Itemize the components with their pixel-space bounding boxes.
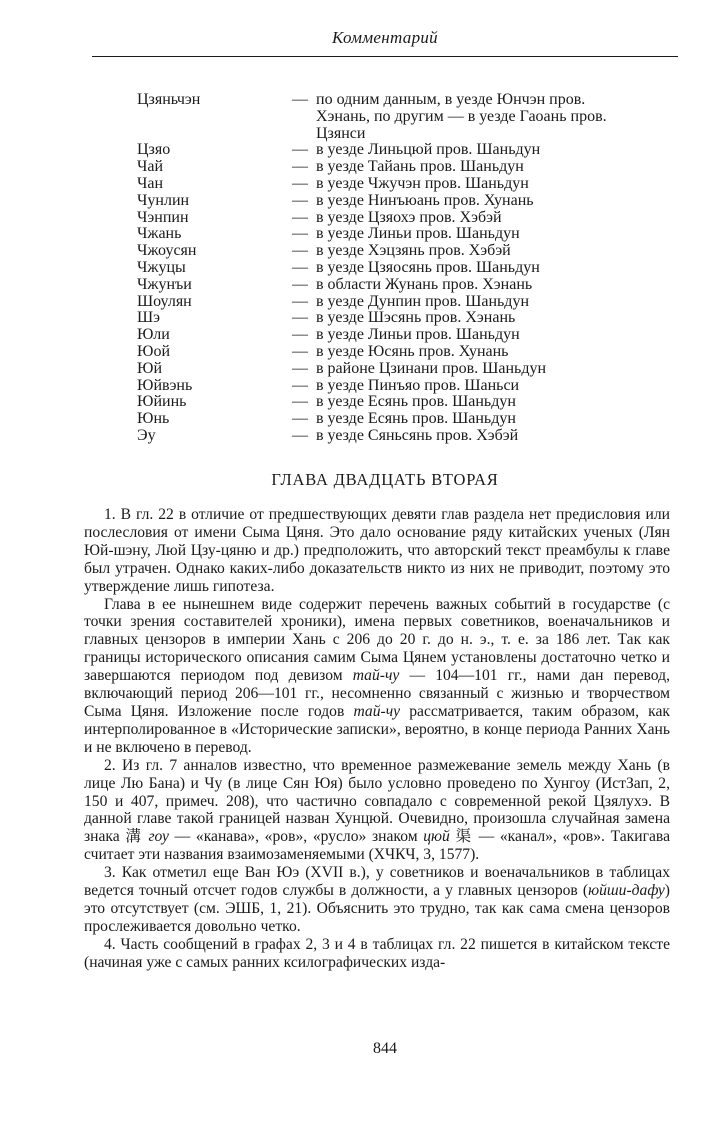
place-row	[137, 394, 607, 411]
place-row	[137, 327, 607, 344]
term-yushi-dafu: юйши-дафу	[588, 882, 665, 900]
place-location: в уезде Линьи пров. Шаньдун	[316, 326, 520, 344]
chinese-character-gou: 溝	[125, 828, 143, 846]
place-location: в области Жунань пров. Хэнань	[316, 275, 533, 293]
running-head: Комментарий	[332, 28, 438, 47]
paragraph-4-part-b: ) это отсутствует (см. ЭШБ, 1, 21). Объяснить это трудно, так как сама смена цензоров прослеживается довольно четко.	[84, 882, 670, 935]
place-location: в уезде Цзяосянь пров. Шаньдун	[316, 258, 540, 276]
place-name: Цзяо	[137, 141, 171, 159]
place-location: в уезде Есянь пров. Шаньдун	[316, 393, 516, 411]
place-location: в уезде Линьцюй пров. Шаньдун	[316, 141, 541, 159]
paragraph-3-part-a: 2. Из гл. 7 анналов известно, что временное размежевание земель между Хань (в лице Лю Бана) и Чу (в лице Сян Юя) было условно проведено по Хунгоу (ИстЗап, 2, 150 и 407, примеч. 208), что частично совпадало с современной рекой Цзялухэ. В данной главе такой границей назван Хунцюй. Очевидно, произошла случайная замена знака	[84, 756, 670, 846]
place-name: Чжань	[137, 225, 182, 243]
place-row	[137, 243, 607, 260]
paragraph-2-part-c: рассматривается, таким образом, как интерполированное в «Исторические записки», вероятно, в конце периода Ранних Хань и не включено в перевод.	[84, 702, 670, 756]
place-name: Юнь	[137, 410, 170, 428]
place-name: Юй	[137, 359, 163, 377]
place-name: Чай	[137, 158, 164, 176]
place-name: Чан	[137, 174, 164, 192]
place-dash: —	[292, 91, 308, 108]
place-location: в уезде Шэсянь пров. Хэнань	[316, 309, 516, 327]
place-row	[137, 176, 607, 193]
place-name: Юйинь	[137, 393, 187, 411]
term-tsyuy: цюй	[423, 828, 450, 846]
place-dash: —	[292, 158, 308, 176]
place-dash: —	[292, 342, 308, 360]
place-row	[137, 411, 607, 428]
place-row	[137, 92, 607, 142]
place-location: в уезде Линьи пров. Шаньдун	[316, 225, 520, 243]
header-rule	[92, 56, 678, 57]
place-name: Шэ	[137, 309, 161, 327]
place-name: Цзяньчэн	[137, 91, 201, 108]
place-dash: —	[292, 326, 308, 344]
paragraph-2-part-a: Глава в ее нынешнем виде содержит перечень важных событий в государстве (с точки зрения составителей хроники), имена первых советников, военачальников и главных цензоров в империи Хань с 206 до 20 г. до н. э., т. е. за 186 лет. Так как границы исторического описания самим Сыма Цянем установлены достаточно четко и завершаются периодом под девизом	[84, 595, 670, 685]
paragraph-2-part-b: — 104—101 гг., нами дан перевод, включающий период 206—101 гг., несомненно связанный с жизнью и творчеством Сыма Цяня. Изложение после годов	[84, 667, 670, 720]
paragraph-3-part-c: — «канал», «ров». Такигава считает эти названия взаимозаменяемыми (ХЧКЧ, 3, 1577).	[84, 828, 671, 864]
paragraph-3	[84, 757, 670, 864]
place-dash: —	[292, 292, 308, 310]
place-dash: —	[292, 426, 308, 444]
place-name: Юли	[137, 326, 170, 344]
place-row	[137, 294, 607, 311]
place-name: Юой	[137, 342, 171, 360]
place-location: в уезде Чжучэн пров. Шаньдун	[316, 174, 529, 192]
place-row	[137, 277, 607, 294]
place-row	[137, 361, 607, 378]
place-location: в уезде Хэцзянь пров. Хэбэй	[316, 242, 511, 260]
place-location: в уезде Пинъяо пров. Шаньси	[316, 376, 520, 394]
place-dash: —	[292, 410, 308, 428]
term-gou: гоу	[148, 828, 169, 846]
place-list	[137, 92, 607, 445]
place-dash: —	[292, 275, 308, 293]
place-row	[137, 428, 607, 445]
place-dash: —	[292, 376, 308, 394]
paragraph-4-part-a: 3. Как отметил еще Ван Юэ (XVII в.), у советников и военачальников в таблицах ведется точный отсчет годов службы в должности, а у главных цензоров (	[84, 864, 670, 900]
place-row	[137, 159, 607, 176]
place-location: в уезде Цзяохэ пров. Хэбэй	[316, 208, 502, 226]
place-row	[137, 344, 607, 361]
place-location: в уезде Сяньсянь пров. Хэбэй	[316, 426, 519, 444]
place-row	[137, 226, 607, 243]
place-name: Чжуцы	[137, 258, 186, 276]
place-name: Юйвэнь	[137, 376, 193, 394]
paragraph-2	[84, 596, 670, 757]
place-name: Эу	[137, 426, 156, 444]
place-row	[137, 193, 607, 210]
place-location: в уезде Юсянь пров. Хунань	[316, 342, 509, 360]
place-name: Чэнпин	[137, 208, 189, 226]
place-dash: —	[292, 208, 308, 226]
paragraph-4	[84, 864, 670, 936]
place-name: Чжоусян	[137, 242, 197, 260]
place-dash: —	[292, 174, 308, 192]
term-tai-chu-1: тай-чу	[352, 667, 400, 685]
paragraph-5: 4. Часть сообщений в графах 2, 3 и 4 в таблицах гл. 22 пишется в китайском тексте (начиная уже с самых ранних ксилографических изда-	[84, 935, 670, 971]
place-row	[137, 378, 607, 395]
place-dash: —	[292, 191, 308, 209]
page-number: 844	[373, 1040, 397, 1057]
place-name: Чунлин	[137, 191, 190, 209]
place-name: Шоулян	[137, 292, 192, 310]
place-location: по одним данным, в уезде Юнчэн пров. Хэнань, по другим — в уезде Гаоань пров. Цзянси	[316, 91, 607, 142]
place-dash: —	[292, 258, 308, 276]
term-tai-chu-2: тай-чу	[353, 702, 401, 720]
chapter-title: ГЛАВА ДВАДЦАТЬ ВТОРАЯ	[271, 470, 499, 489]
place-dash: —	[292, 359, 308, 377]
place-location: в уезде Тайань пров. Шаньдун	[316, 158, 524, 176]
place-location: в уезде Дунпин пров. Шаньдун	[316, 292, 529, 310]
place-location: в районе Цзинани пров. Шаньдун	[316, 359, 547, 377]
place-name: Чжунъи	[137, 275, 192, 293]
chinese-character-tsyuy: 渠	[455, 828, 473, 846]
place-dash: —	[292, 225, 308, 243]
place-dash: —	[292, 393, 308, 411]
paragraph-3-part-b: — «канава», «ров», «русло» знаком	[168, 828, 424, 846]
place-location: в уезде Нинъюань пров. Хунань	[316, 191, 534, 209]
place-dash: —	[292, 309, 308, 327]
place-location: в уезде Есянь пров. Шаньдун	[316, 410, 516, 428]
place-row	[137, 310, 607, 327]
place-dash: —	[292, 242, 308, 260]
place-row	[137, 260, 607, 277]
place-row	[137, 142, 607, 159]
paragraph-1: 1. В гл. 22 в отличие от предшествующих девяти глав раздела нет предисловия или послесловия от имени Сыма Цяня. Это дало основание ряду китайских ученых (Лян Юй-шэну, Люй Цзу-цяню и др.) предположить, что авторский текст преамбулы к главе был утрачен. Однако каких-либо доказательств никто из них не приводит, поэтому это утверждение лишь гипотеза.	[84, 506, 670, 595]
commentary-body	[84, 506, 670, 972]
place-row	[137, 210, 607, 227]
place-dash: —	[292, 141, 308, 159]
